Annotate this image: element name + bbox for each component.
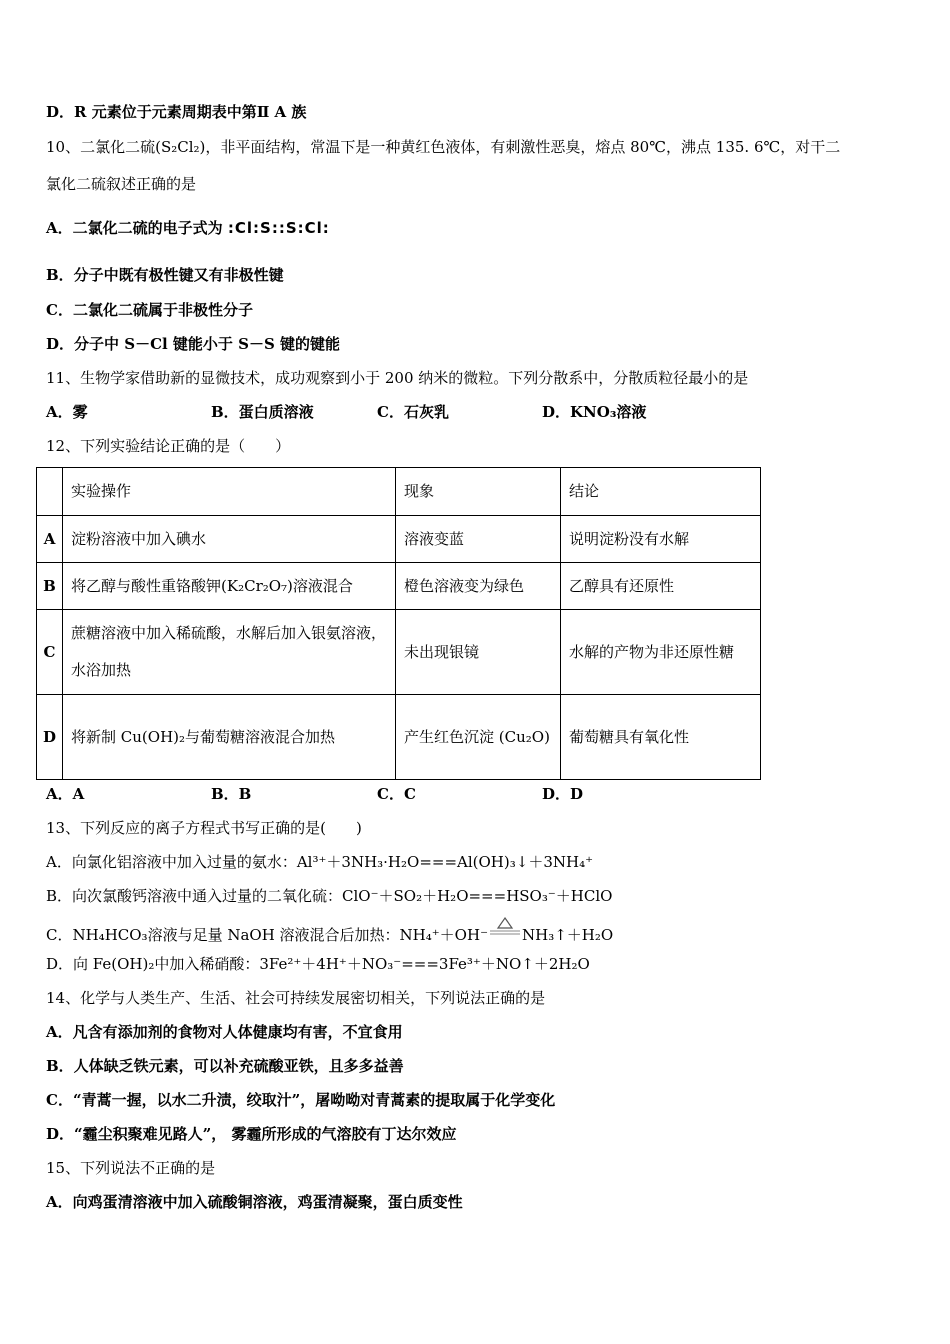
row-phenomenon: 溶液变蓝 [396, 516, 561, 563]
q10-option-a [46, 218, 330, 238]
q15-stem: 15、下列说法不正确的是 [46, 1159, 216, 1177]
row-operation: 蔗糖溶液中加入稀硫酸，水解后加入银氨溶液，水浴加热 [63, 610, 396, 695]
q10-stem-line1: 10、二氯化二硫(S₂Cl₂)，非平面结构，常温下是一种黄红色液体，有刺激性恶臭，熔点 80℃，沸点 135. 6℃，对干二 [46, 138, 841, 156]
row-phenomenon: 未出现银镜 [396, 610, 561, 695]
q12-option-c: C．C [377, 785, 416, 803]
table-row [37, 563, 761, 610]
q11-option-d: D．KNO₃溶液 [542, 403, 647, 421]
q10-option-c: C．二氯化二硫属于非极性分子 [46, 301, 253, 319]
table-row [37, 610, 761, 695]
q13-option-c-lhs: C．NH₄HCO₃溶液与足量 NaOH 溶液混合后加热：NH₄⁺＋OH⁻ [46, 926, 488, 944]
table-header-cell: 现象 [396, 468, 561, 516]
q14-option-c: C．“青蒿一握，以水二升渍，绞取汁”，屠呦呦对青蒿素的提取属于化学变化 [46, 1091, 556, 1109]
q12-option-d: D．D [542, 785, 584, 803]
row-operation: 将新制 Cu(OH)₂与葡萄糖溶液混合加热 [63, 695, 396, 780]
row-letter: C [37, 610, 63, 695]
q9-option-d: D．R 元素位于元素周期表中第Ⅱ A 族 [46, 103, 307, 121]
q13-option-b: B．向次氯酸钙溶液中通入过量的二氧化硫：ClO⁻＋SO₂＋H₂O===HSO₃⁻＋HClO [46, 887, 613, 905]
q14-option-d: D．“霾尘积聚难见路人”， 雾霾所形成的气溶胶有丁达尔效应 [46, 1125, 457, 1143]
row-conclusion: 水解的产物为非还原性糖 [561, 610, 761, 695]
row-conclusion: 说明淀粉没有水解 [561, 516, 761, 563]
row-letter: A [37, 516, 63, 563]
q14-stem: 14、化学与人类生产、生活、社会可持续发展密切相关，下列说法正确的是 [46, 989, 546, 1007]
q10-option-b: B．分子中既有极性键又有非极性键 [46, 266, 284, 284]
q13-option-c-rhs: NH₃↑＋H₂O [521, 926, 614, 944]
table-header-cell: 结论 [561, 468, 761, 516]
row-phenomenon: 橙色溶液变为绿色 [396, 563, 561, 610]
experiment-table [36, 467, 761, 780]
row-phenomenon: 产生红色沉淀 (Cu₂O) [396, 695, 561, 780]
row-conclusion: 乙醇具有还原性 [561, 563, 761, 610]
row-letter: D [37, 695, 63, 780]
q13-stem: 13、下列反应的离子方程式书写正确的是( ) [46, 819, 362, 837]
table-header-row [37, 468, 761, 516]
table-row [37, 516, 761, 563]
row-conclusion: 葡萄糖具有氧化性 [561, 695, 761, 780]
q11-option-a: A．雾 [46, 403, 88, 421]
q12-stem: 12、下列实验结论正确的是（ ） [46, 437, 291, 455]
table-header-cell [37, 468, 63, 516]
heat-arrow-icon [488, 916, 522, 941]
q13-option-a: A．向氯化铝溶液中加入过量的氨水：Al³⁺＋3NH₃·H₂O===Al(OH)₃↓＋3NH₄⁺ [46, 853, 593, 871]
q10-stem-line2: 氯化二硫叙述正确的是 [46, 175, 197, 193]
q11-stem: 11、生物学家借助新的显微技术，成功观察到小于 200 纳米的微粒。下列分散系中，分散质粒径最小的是 [46, 369, 749, 387]
q10-option-d: D．分子中 S－Cl 键能小于 S－S 键的键能 [46, 335, 341, 353]
table-header-cell: 实验操作 [63, 468, 396, 516]
lewis-structure: :Cl:S::S:Cl: [227, 219, 330, 237]
q11-option-b: B．蛋白质溶液 [211, 403, 314, 421]
row-operation: 将乙醇与酸性重铬酸钾(K₂Cr₂O₇)溶液混合 [63, 563, 396, 610]
row-operation: 淀粉溶液中加入碘水 [63, 516, 396, 563]
table-row [37, 695, 761, 780]
q12-option-a: A．A [46, 785, 85, 803]
q14-option-a: A．凡含有添加剂的食物对人体健康均有害，不宜食用 [46, 1023, 403, 1041]
q10-option-a-text: A．二氯化二硫的电子式为 [46, 219, 223, 237]
q11-option-c: C．石灰乳 [377, 403, 449, 421]
q13-option-c [46, 920, 613, 945]
q15-option-a: A．向鸡蛋清溶液中加入硫酸铜溶液，鸡蛋清凝聚，蛋白质变性 [46, 1193, 463, 1211]
q13-option-d: D．向 Fe(OH)₂中加入稀硝酸：3Fe²⁺＋4H⁺＋NO₃⁻===3Fe³⁺＋NO↑＋2H₂O [46, 955, 590, 973]
q14-option-b: B．人体缺乏铁元素，可以补充硫酸亚铁，且多多益善 [46, 1057, 404, 1075]
row-letter: B [37, 563, 63, 610]
q12-option-b: B．B [211, 785, 252, 803]
